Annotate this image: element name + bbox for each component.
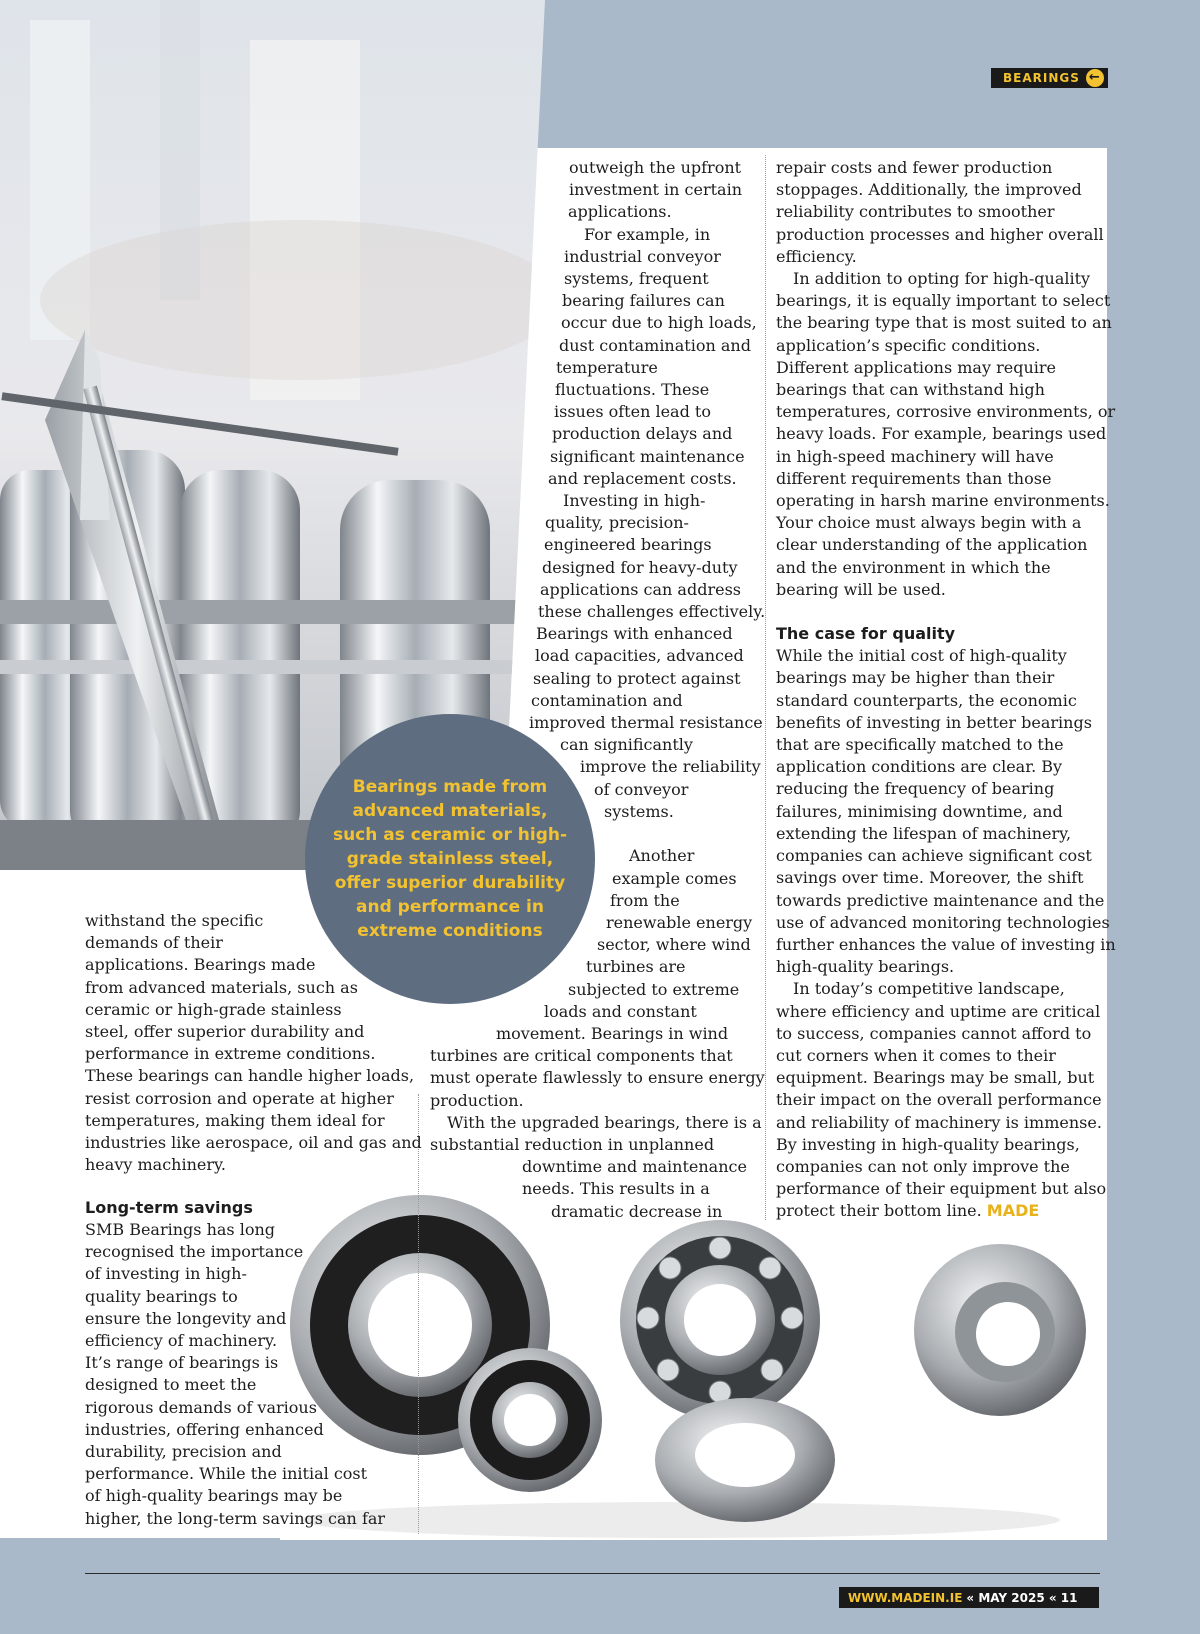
text-line: application conditions are clear. By	[776, 757, 1063, 777]
text-line: example comes	[612, 868, 737, 888]
text-line: the bearing type that is most suited to an	[776, 313, 1112, 333]
text-line: In addition to opting for high-quality	[793, 269, 1091, 289]
text-line: production.	[430, 1090, 524, 1110]
text-line: issues often lead to	[554, 402, 711, 422]
text-line: recognised the importance	[85, 1242, 304, 1262]
text-line: While the initial cost of high-quality	[776, 646, 1067, 666]
text-line: These bearings can handle higher loads,	[85, 1066, 415, 1086]
text-line: heavy loads. For example, bearings used	[776, 424, 1107, 444]
text-line: use of advanced monitoring technologies	[776, 912, 1110, 932]
section-tag	[991, 68, 1108, 88]
text-line: Another	[629, 846, 695, 866]
text-line: applications. Bearings made	[85, 955, 316, 975]
text-line: standard counterparts, the economic	[776, 690, 1077, 710]
text-line: dust contamination and	[559, 335, 751, 355]
text-line: quality, precision-	[545, 513, 689, 533]
text-line: clear understanding of the application	[776, 535, 1088, 555]
text-line: applications.	[568, 202, 672, 222]
text-line: For example, in	[584, 224, 711, 244]
text-line: bearings, it is equally important to select	[776, 291, 1111, 311]
text-line: designed for heavy-duty	[542, 557, 738, 577]
text-line: temperatures, corrosive environments, or	[776, 402, 1116, 422]
text-line: fluctuations. These	[555, 380, 710, 400]
text-line: different requirements than those	[776, 468, 1052, 488]
text-line: designed to meet the	[85, 1375, 257, 1395]
text-line: and replacement costs.	[548, 468, 737, 488]
spacer	[776, 601, 1116, 623]
text-line: significant maintenance	[550, 446, 745, 466]
text-line: engineered bearings	[544, 535, 712, 555]
text-line: improve the reliability	[580, 757, 761, 777]
text-line: extending the lifespan of machinery,	[776, 823, 1072, 843]
article-column-middle	[420, 157, 765, 1223]
text-line	[776, 1200, 1116, 1222]
text-line: of investing in high-	[85, 1264, 247, 1284]
text-line: needs. This results in a	[522, 1179, 710, 1199]
text-line: these challenges effectively.	[538, 602, 766, 622]
text-line: industries like aerospace, oil and gas and	[85, 1133, 422, 1153]
text-line: Bearings with enhanced	[536, 624, 733, 644]
text-line: sealing to protect against	[533, 668, 741, 688]
text-line: efficiency of machinery.	[85, 1331, 278, 1351]
text-line: renewable energy	[606, 912, 753, 932]
text-line: heavy machinery.	[85, 1155, 226, 1175]
text-line: that are specifically matched to the	[776, 735, 1064, 755]
text-line: Your choice must always begin with a	[776, 513, 1082, 533]
text-line: resist corrosion and operate at higher	[85, 1088, 394, 1108]
paragraph	[85, 1219, 385, 1530]
text-line: from the	[610, 890, 680, 910]
text-line: industries, offering enhanced	[85, 1419, 324, 1439]
text-line: bearing failures can	[562, 291, 725, 311]
footer-rule	[85, 1573, 1100, 1574]
text-line: load capacities, advanced	[535, 646, 744, 666]
text-line: their impact on the overall performance	[776, 1090, 1102, 1110]
text-line: By investing in high-quality bearings,	[776, 1134, 1080, 1154]
text-line: can significantly	[560, 735, 693, 755]
text-line: towards predictive maintenance and the	[776, 890, 1105, 910]
text-line: downtime and maintenance	[522, 1157, 747, 1177]
text-line: companies can not only improve the	[776, 1156, 1070, 1176]
text-line: to success, companies cannot afford to	[776, 1023, 1092, 1043]
text-line: cut corners when it comes to their	[776, 1045, 1056, 1065]
text-line: and reliability of machinery is immense.	[776, 1112, 1102, 1132]
text-line: withstand the specific	[85, 911, 264, 930]
text-line: high-quality bearings.	[776, 957, 955, 977]
text-line: temperature	[556, 357, 658, 377]
text-line: occur due to high loads,	[561, 313, 757, 333]
text-line: quality bearings to	[85, 1286, 238, 1306]
text-line: bearings may be higher than their	[776, 668, 1055, 688]
text-line: from advanced materials, such as	[85, 977, 358, 997]
text-line: substantial reduction in unplanned	[430, 1134, 715, 1154]
text-line: sector, where wind	[597, 935, 751, 955]
text-line: benefits of investing in better bearings	[776, 712, 1092, 732]
text-line: movement. Bearings in wind	[496, 1023, 729, 1043]
text-line: equipment. Bearings may be small, but	[776, 1068, 1095, 1088]
footer-url: WWW.MADEIN.IE	[848, 1590, 963, 1605]
text-line: production processes and higher overall	[776, 224, 1104, 244]
text-line: stoppages. Additionally, the improved	[776, 180, 1082, 200]
left-arrow-circle-icon: ←	[1086, 69, 1104, 87]
text-line: ceramic or high-grade stainless	[85, 999, 342, 1019]
text-line: reliability contributes to smoother	[776, 202, 1055, 222]
section-tag-label: BEARINGS	[1003, 71, 1080, 85]
section-heading: Long-term savings	[85, 1198, 253, 1217]
made-end-mark: MADE	[986, 1201, 1040, 1221]
pull-quote-text: Bearings made from advanced materials, such as ceramic or high-grade stainless steel, offer superior durability and performance in extreme conditions	[332, 777, 568, 941]
text-line: ensure the longevity and	[85, 1308, 287, 1328]
text-line: production delays and	[552, 424, 733, 444]
text-line: and the environment in which the	[776, 557, 1051, 577]
text-line: loads and constant	[544, 1001, 697, 1021]
footer-issue-page: « MAY 2025 « 11	[966, 1590, 1078, 1605]
text-line: application’s specific conditions.	[776, 335, 1041, 355]
text-line: of high-quality bearings may be	[85, 1486, 343, 1506]
text-line: outweigh the upfront	[569, 158, 742, 177]
text-line: further enhances the value of investing in	[776, 934, 1116, 954]
text-line: investment in certain	[569, 180, 743, 200]
article-column-left-savings	[85, 1197, 385, 1530]
text-line: systems, frequent	[564, 269, 709, 289]
section-heading: The case for quality	[776, 624, 956, 644]
text-line: demands of their	[85, 933, 223, 953]
text-line: SMB Bearings has long	[85, 1220, 275, 1239]
text-line: performance in extreme conditions.	[85, 1044, 376, 1064]
text-line: must operate flawlessly to ensure energy	[430, 1068, 765, 1088]
text-line: applications can address	[540, 579, 741, 599]
text-line: where efficiency and uptime are critical	[776, 1001, 1101, 1021]
text-line: temperatures, making them ideal for	[85, 1110, 385, 1130]
text-line: In today’s competitive landscape,	[793, 979, 1065, 999]
article-column-right	[776, 157, 1116, 1223]
text-line: turbines are critical components that	[430, 1046, 733, 1066]
text-line: steel, offer superior durability and	[85, 1022, 365, 1042]
text-line: companies can achieve significant cost	[776, 846, 1092, 866]
text-line: turbines are	[586, 957, 686, 977]
text-line: It’s range of bearings is	[85, 1353, 279, 1373]
text-line: improved thermal resistance	[529, 713, 763, 733]
text-line: efficiency.	[776, 246, 857, 266]
text-line: durability, precision and	[85, 1442, 282, 1462]
text-line: industrial conveyor	[564, 246, 721, 266]
text-line: dramatic decrease in	[551, 1201, 723, 1221]
text-line: systems.	[604, 801, 674, 821]
text-line: repair costs and fewer production	[776, 158, 1053, 177]
text-line: performance of their equipment but also	[776, 1179, 1107, 1199]
text-line: rigorous demands of various	[85, 1397, 317, 1417]
text-line: With the upgraded bearings, there is a	[447, 1112, 762, 1132]
pull-quote	[305, 714, 595, 1004]
text-line: operating in harsh marine environments.	[776, 491, 1110, 511]
text-line: Investing in high-	[563, 491, 706, 511]
page-footer	[839, 1587, 1099, 1608]
text-line: subjected to extreme	[568, 979, 740, 999]
text-line: higher, the long-term savings can far	[85, 1508, 386, 1528]
text-line: Different applications may require	[776, 357, 1056, 377]
text-line: of conveyor	[594, 779, 689, 799]
text-line-end: protect their bottom line.	[776, 1201, 982, 1221]
text-line: bearing will be used.	[776, 579, 946, 599]
ball-bearings-photo	[280, 1170, 1107, 1540]
text-line: savings over time. Moreover, the shift	[776, 868, 1084, 888]
text-line: failures, minimising downtime, and	[776, 801, 1063, 821]
text-line: in high-speed machinery will have	[776, 446, 1054, 466]
text-line: bearings that can withstand high	[776, 380, 1045, 400]
text-line: reducing the frequency of bearing	[776, 779, 1055, 799]
text-line: performance. While the initial cost	[85, 1464, 368, 1484]
text-line: contamination and	[531, 690, 683, 710]
